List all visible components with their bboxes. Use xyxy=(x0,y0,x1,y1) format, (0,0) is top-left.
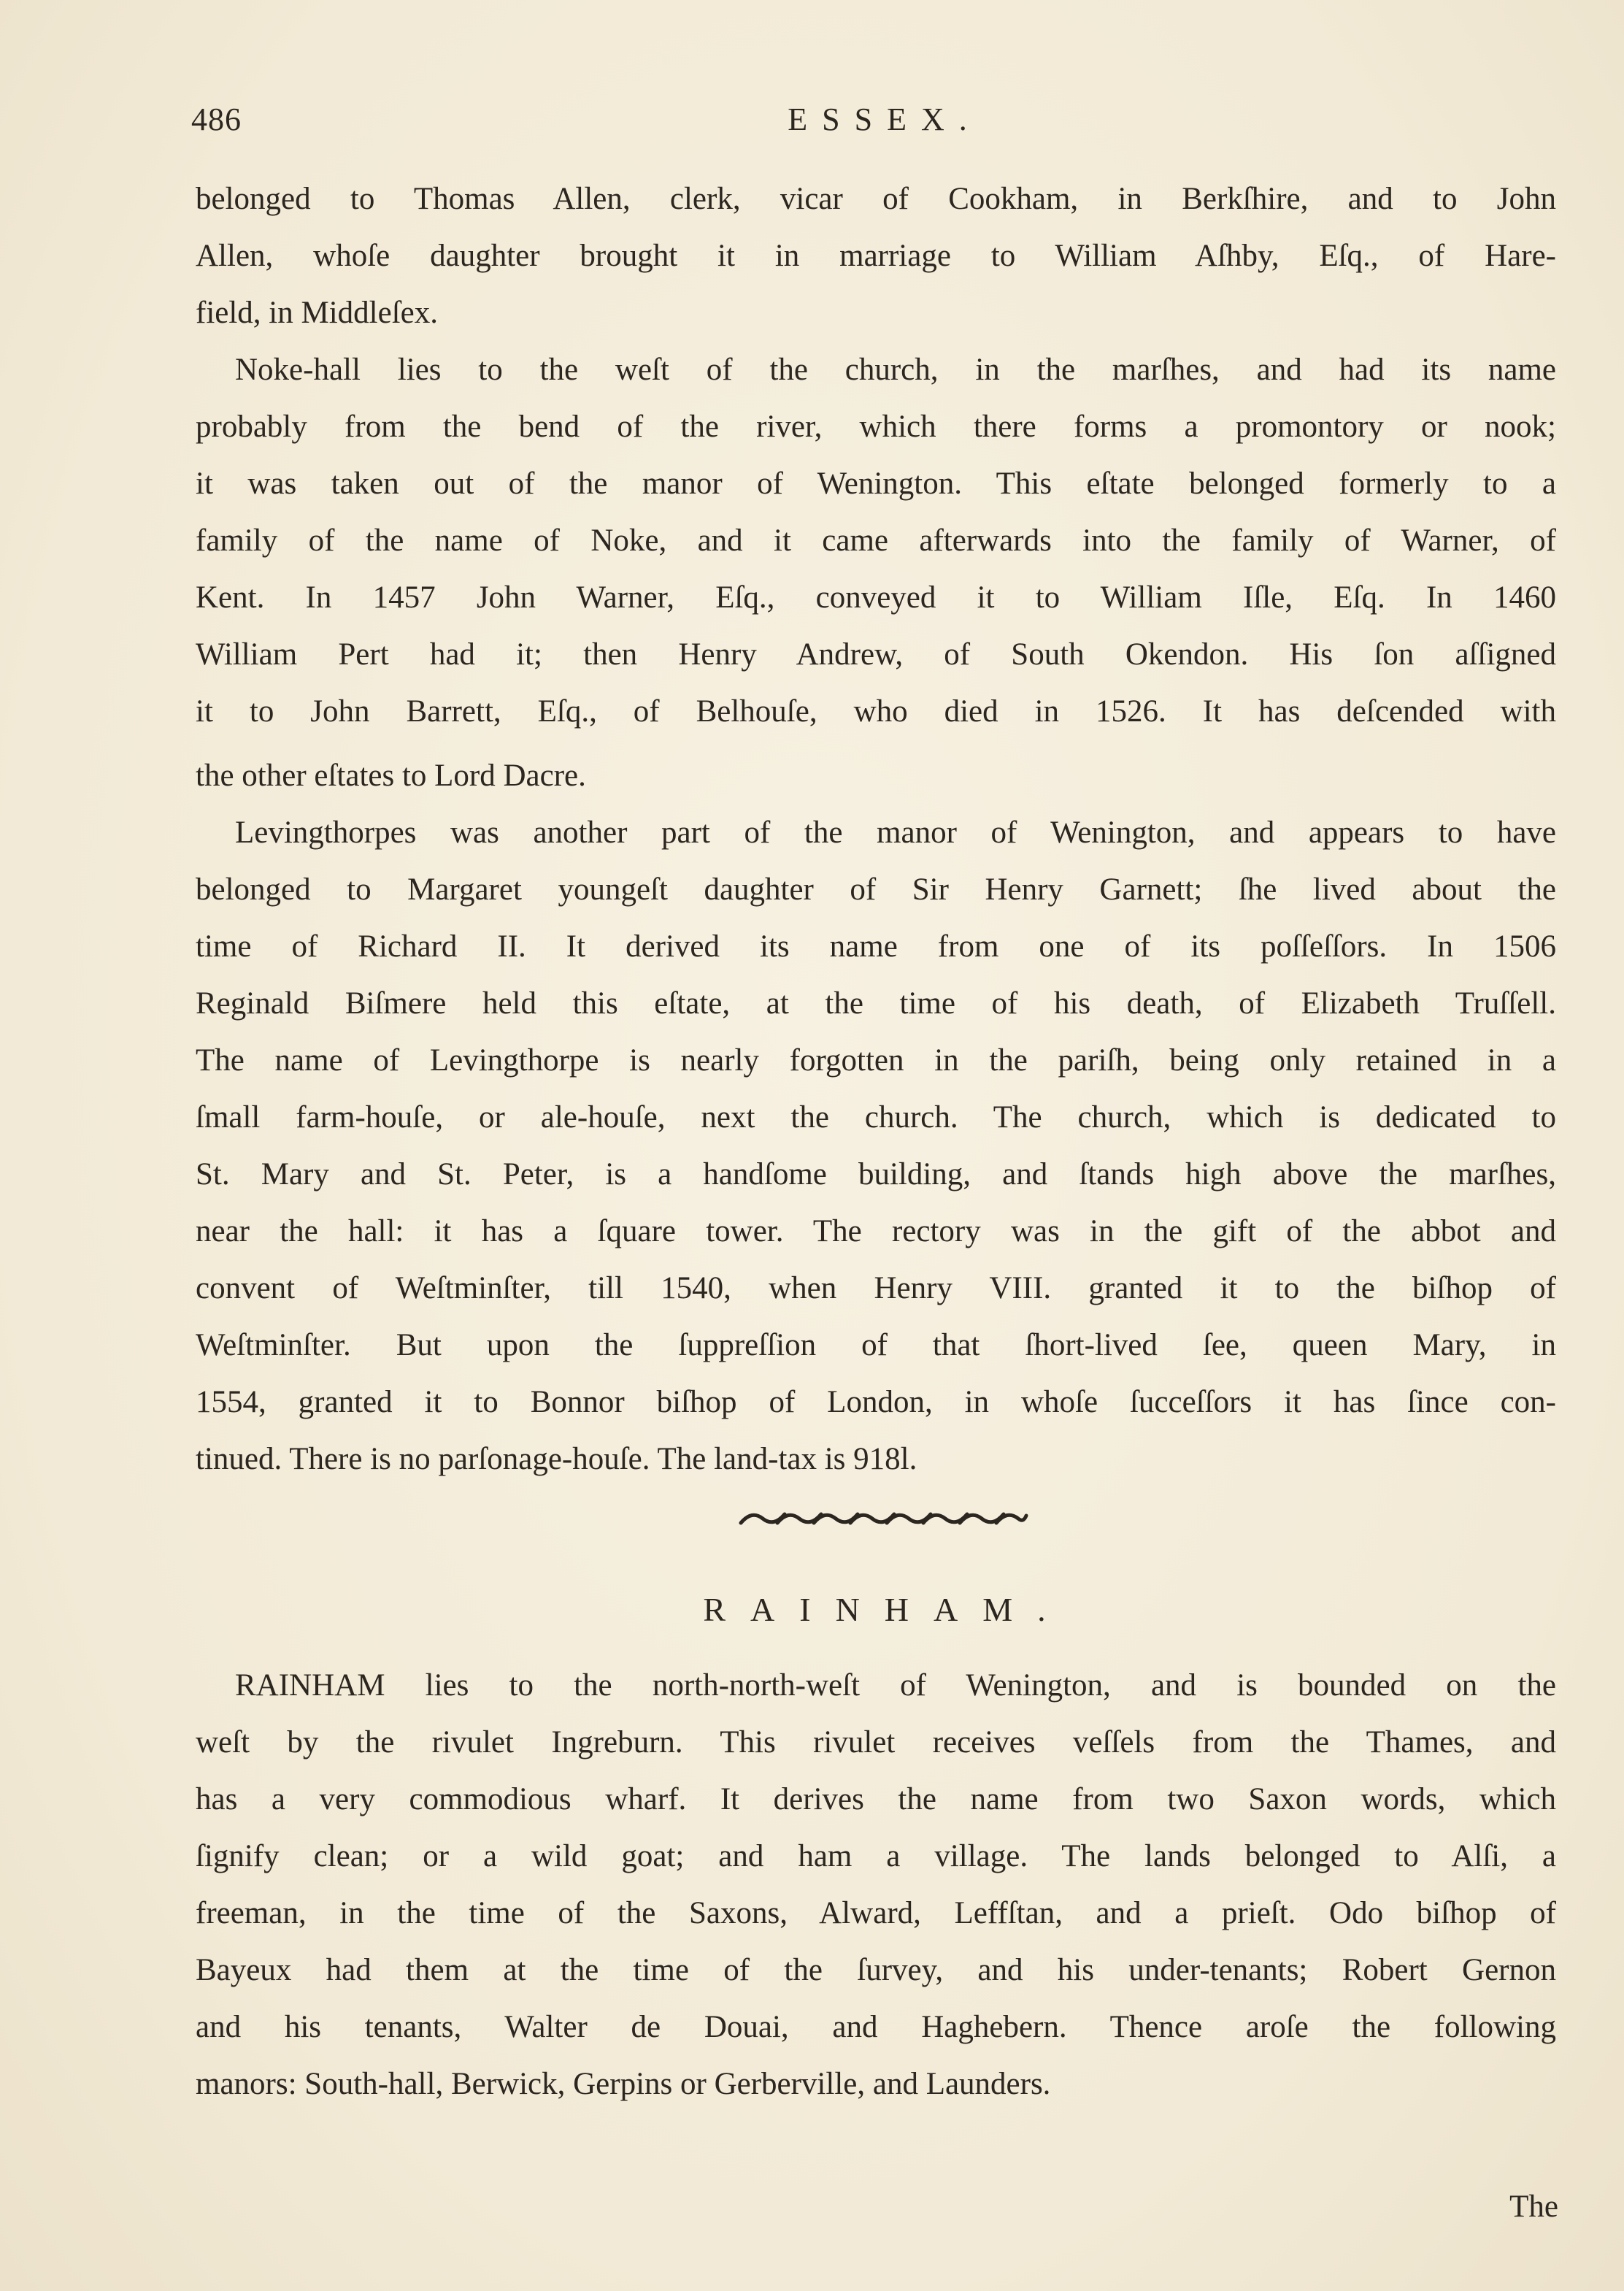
text-line: field, in Middleſex. xyxy=(196,296,438,330)
catchword: The xyxy=(1509,2190,1558,2224)
text-line: Noke-hall lies to the weſt of the church, in the marſhes, and had its name xyxy=(235,353,1556,387)
text-line: freeman, in the time of the Saxons, Alward, Leffſtan, and a prieſt. Odo biſhop of xyxy=(196,1896,1556,1930)
decorative-rule-ornament xyxy=(737,1505,1029,1532)
text-line: William Pert had it; then Henry Andrew, of South Okendon. His ſon aſſigned xyxy=(196,637,1556,672)
text-line: the other eſtates to Lord Dacre. xyxy=(196,759,586,793)
text-line: ſmall farm-houſe, or ale-houſe, next the church. The church, which is dedicated to xyxy=(196,1100,1556,1135)
paragraph-continuation xyxy=(196,171,1556,740)
text-line: Reginald Biſmere held this eſtate, at the time of his death, of Elizabeth Truſſell. xyxy=(196,986,1556,1021)
running-head xyxy=(191,101,1563,145)
text-line: belonged to Thomas Allen, clerk, vicar of Cookham, in Berkſhire, and to John xyxy=(196,182,1556,216)
text-line: time of Richard II. It derived its name from one of its poſſeſſors. In 1506 xyxy=(196,929,1556,964)
text-line: St. Mary and St. Peter, is a handſome building, and ſtands high above the marſhes, xyxy=(196,1157,1556,1191)
text-line: belonged to Margaret youngeſt daughter of Sir Henry Garnett; ſhe lived about the xyxy=(196,872,1556,907)
text-line: weſt by the rivulet Ingreburn. This rivulet receives veſſels from the Thames, and xyxy=(196,1725,1556,1759)
text-line: convent of Weſtminſter, till 1540, when Henry VIII. granted it to the biſhop of xyxy=(196,1271,1556,1305)
text-line: and his tenants, Walter de Douai, and Haghebern. Thence aroſe the following xyxy=(196,2010,1556,2044)
text-line: Levingthorpes was another part of the manor of Wenington, and appears to have xyxy=(235,816,1556,850)
paragraph-levingthorpes xyxy=(196,748,1556,1488)
paragraph-rainham xyxy=(196,1657,1556,2113)
text-line: it to John Barrett, Eſq., of Belhouſe, who died in 1526. It has deſcended with xyxy=(196,694,1556,729)
text-line: it was taken out of the manor of Wenington. This eſtate belonged formerly to a xyxy=(196,467,1556,501)
section-heading-rainham: RAINHAM. xyxy=(703,1591,1071,1628)
text-line: Kent. In 1457 John Warner, Eſq., conveyed it to William Iſle, Eſq. In 1460 xyxy=(196,580,1556,615)
page-number: 486 xyxy=(191,101,242,137)
text-line: probably from the bend of the river, which there forms a promontory or nook; xyxy=(196,410,1556,444)
text-line: near the hall: it has a ſquare tower. The rectory was in the gift of the abbot and xyxy=(196,1214,1556,1248)
text-line: has a very commodious wharf. It derives the name from two Saxon words, which xyxy=(196,1782,1556,1816)
text-line: manors: South-hall, Berwick, Gerpins or Gerberville, and Launders. xyxy=(196,2067,1051,2101)
text-line: The name of Levingthorpe is nearly forgotten in the pariſh, being only retained in a xyxy=(196,1043,1556,1078)
text-line: tinued. There is no parſonage-houſe. The land-tax is 918l. xyxy=(196,1442,917,1476)
text-line: ſignify clean; or a wild goat; and ham a village. The lands belonged to Alſi, a xyxy=(196,1839,1556,1873)
text-line: Allen, whoſe daughter brought it in marriage to William Aſhby, Eſq., of Hare- xyxy=(196,239,1556,273)
text-line: Weſtminſter. But upon the ſuppreſſion of that ſhort-lived ſee, queen Mary, in xyxy=(196,1328,1556,1362)
text-line: Bayeux had them at the time of the ſurvey, and his under-tenants; Robert Gernon xyxy=(196,1953,1556,1987)
running-title: ESSEX. xyxy=(788,101,982,137)
text-line: RAINHAM lies to the north-north-weſt of Wenington, and is bounded on the xyxy=(235,1668,1556,1703)
text-line: family of the name of Noke, and it came afterwards into the family of Warner, of xyxy=(196,523,1556,558)
text-line: 1554, granted it to Bonnor biſhop of London, in whoſe ſucceſſors it has ſince con- xyxy=(196,1385,1556,1419)
